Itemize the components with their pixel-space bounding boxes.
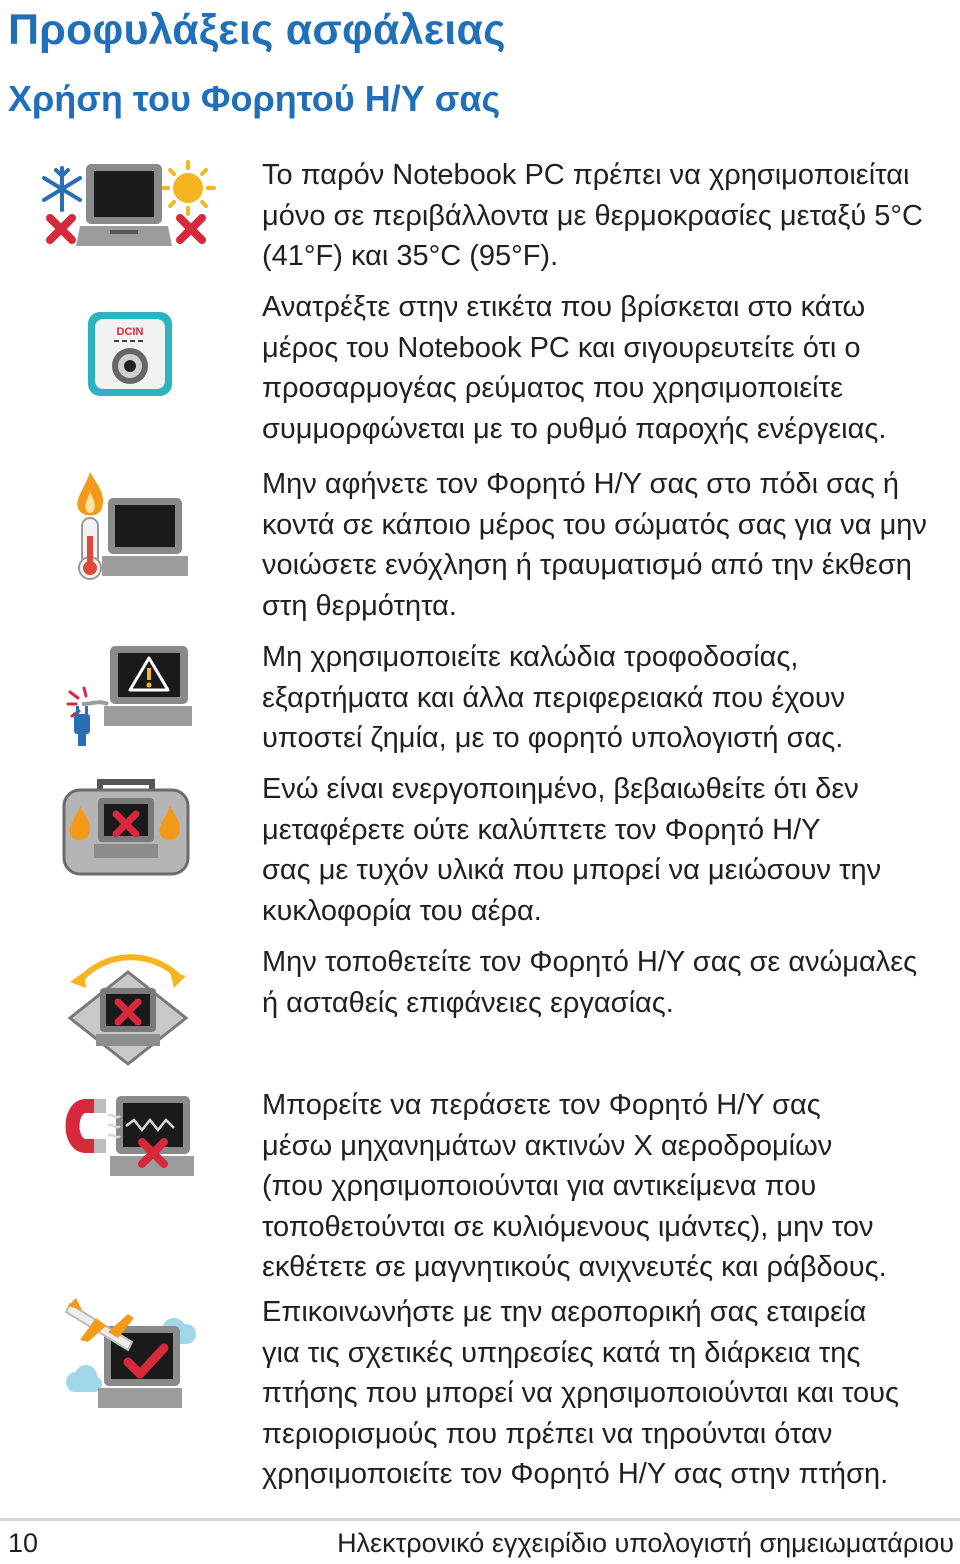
temperature-warning-text: Το παρόν Notebook PC πρέπει να χρησιμοποιείται μόνο σε περιβάλλοντα με θερμοκρασίες μεταξύ 5°C (41°F) και 35°C (95°F).: [262, 159, 923, 272]
magnet-detector-icon: [64, 1090, 196, 1186]
plug-icon: [74, 702, 108, 746]
covered-laptop-bag-icon: [60, 776, 192, 878]
page-number: 10: [8, 1528, 39, 1558]
laptop-icon: [110, 1096, 194, 1176]
damaged-cable-text: Μη χρησιμοποιείτε καλώδια τροφοδοσίας, εξαρτήματα και άλλα περιφερειακά που έχουν υποστεί ζημία, με το φορητό υπολογιστή σας.: [262, 641, 846, 754]
temperature-warning-icon: [36, 160, 216, 255]
footer-manual-title: Ηλεκτρονικό εγχειρίδιο υπολογιστή σημειωματάριου: [337, 1528, 954, 1558]
damaged-cable-warning-icon: [64, 640, 194, 755]
dcin-adapter-icon: [86, 310, 174, 398]
page-title: Προφυλάξεις ασφάλειας: [8, 6, 506, 54]
snowflake-icon: [44, 168, 80, 210]
heat-warning-text: Μην αφήνετε τον Φορητό Η/Υ σας στο πόδι σας ή κοντά σε κάποιο μέρος του σώματός σας για να μην νοιώσετε ενόχληση ή τραυματισμό από την έκθεση στη θερμότητα.: [262, 468, 927, 622]
airplane-icon: [66, 1298, 134, 1350]
sun-icon: [162, 162, 214, 214]
heat-laptop-icon: [68, 468, 190, 584]
covered-laptop-text: Ενώ είναι ενεργοποιημένο, βεβαιωθείτε ότι δεν μεταφέρετε ούτε καλύπτετε τον Φορητό Η/Υ σας με τυχόν υλικά που μπορεί να μειώσουν την κυκλοφορία του αέρα.: [262, 773, 882, 927]
thermometer-icon: [79, 518, 101, 579]
magnetic-detector-text: Μπορείτε να περάσετε τον Φορητό Η/Υ σας μέσω μηχανημάτων ακτινών Χ αεροδρομίων (που χρησιμοποιούνται για αντικείμενα που τοποθετούνται σε κυλιόμενους ιμάντες), μην τον εκθέτετε σε μαγνητικούς ανιχνευτές και ράβδους.: [262, 1089, 887, 1283]
airline-services-text: Επικοινωνήστε με την αεροπορική σας εταιρεία για τις σχετικές υπηρεσίες κατά τη διάρκεια της πτήσης που μπορεί να χρησιμοποιούνται και τους περιορισμούς που πρέπει να τηρούνται όταν χρησιμοποιείτε τον Φορητό Η/Υ σας στην πτήση.: [262, 1296, 899, 1490]
unstable-surface-text: Μην τοποθετείτε τον Φορητό Η/Υ σας σε ανώμαλες ή ασταθείς επιφάνειες εργασίας.: [262, 946, 918, 1019]
dcin-adapter-text: Ανατρέξτε στην ετικέτα που βρίσκεται στο κάτω μέρος του Notebook PC και σιγουρευτείτε ότι ο προσαρμογέας ρεύματος που χρησιμοποιείτε συμμορφώνεται με το ρυθμό παροχής ενέργειας.: [262, 291, 887, 445]
airplane-check-icon: [62, 1296, 202, 1416]
laptop-icon: [76, 164, 172, 246]
magnet-icon: [73, 1099, 107, 1153]
unstable-surface-icon: [66, 946, 190, 1068]
laptop-icon: [96, 988, 160, 1046]
laptop-icon: [102, 498, 188, 576]
section-subtitle: Χρήση του Φορητού Η/Υ σας: [8, 78, 501, 119]
footer-divider: [0, 1518, 960, 1521]
dcin-label: DCIN: [116, 326, 144, 338]
